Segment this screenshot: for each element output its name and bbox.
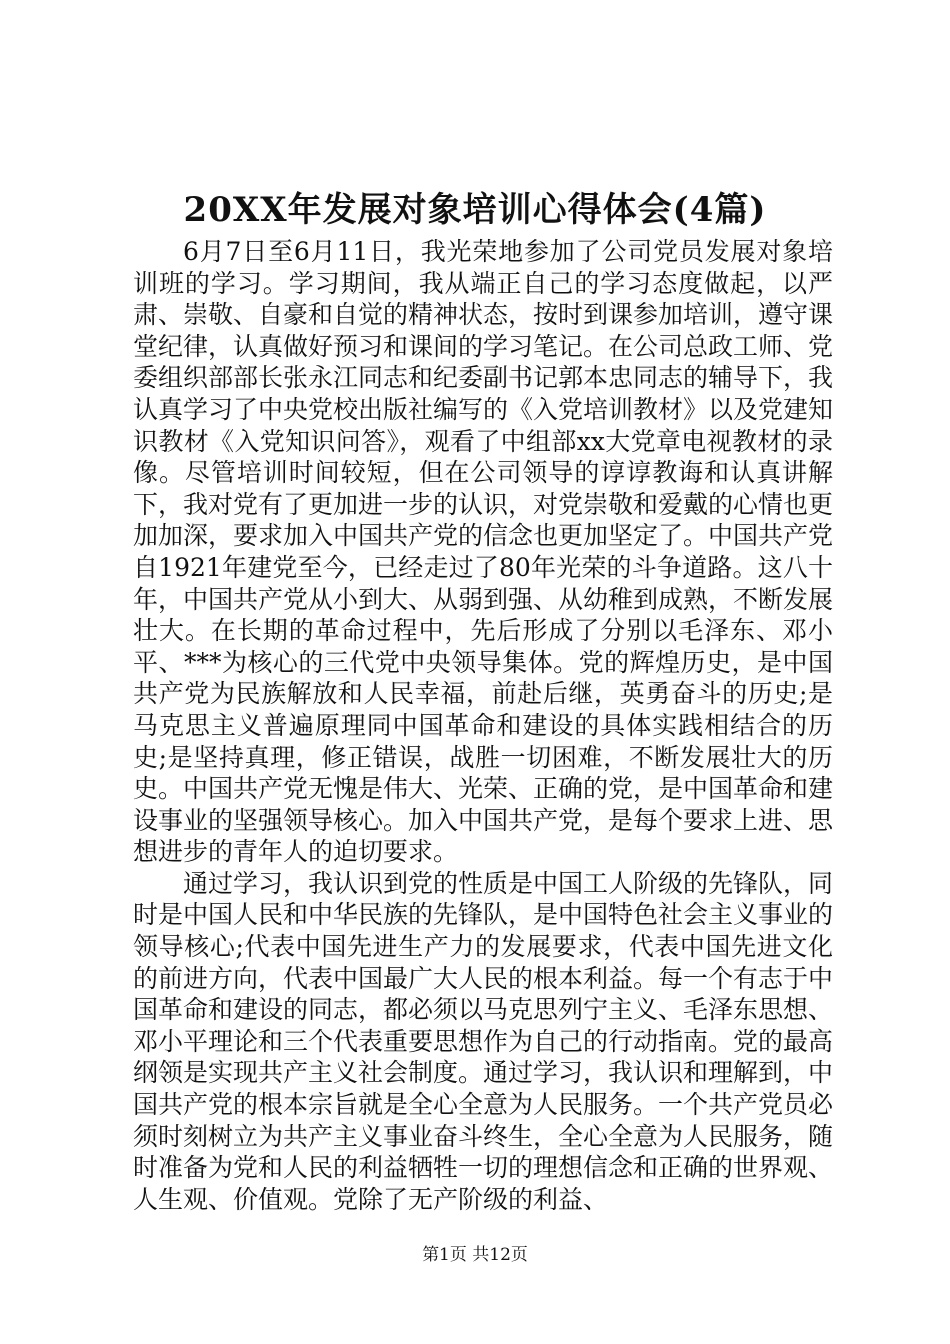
paragraph: 6月7日至6月11日，我光荣地参加了公司党员发展对象培训班的学习。学习期间，我从端正自己的学习态度做起，以严肃、崇敬、自豪和自觉的精神状态，按时到课参加培训，遵守课堂纪律，认真做好预习和课间的学习笔记。在公司总政工师、党委组织部部长张永江同志和纪委副书记郭本忠同志的辅导下，我认真学习了中央党校出版社编写的《入党培训教材》以及党建知识教材《入党知识问答》，观看了中组部xx大党章电视教材的录像。尽管培训时间较短，但在公司领导的谆谆教诲和认真讲解下，我对党有了更加进一步的认识，对党崇敬和爱戴的心情也更加加深，要求加入中国共产党的信念也更加坚定了。中国共产党自1921年建党至今，已经走过了80年光荣的斗争道路。这八十年，中国共产党从小到大、从弱到强、从幼稚到成熟，不断发展壮大。在长期的革命过程中，先后形成了分别以毛泽东、邓小平、***为核心的三代党中央领导集体。党的辉煌历史，是中国共产党为民族解放和人民幸福，前赴后继，英勇奋斗的历史;是马克思主义普遍原理同中国革命和建设的具体实践相结合的历史;是坚持真理，修正错误，战胜一切困难，不断发展壮大的历史。中国共产党无愧是伟大、光荣、正确的党，是中国革命和建设事业的坚强领导核心。加入中国共产党，是每个要求上进、思想进步的青年人的迫切要求。 <box>133 237 834 867</box>
document-body <box>133 236 833 1215</box>
page-number-footer: 第1页 共12页 <box>422 1245 528 1265</box>
document-title: 20XX年发展对象培训心得体会(4篇) <box>183 190 767 230</box>
paragraph: 通过学习，我认识到党的性质是中国工人阶级的先锋队，同时是中国人民和中华民族的先锋队，是中国特色社会主义事业的领导核心;代表中国先进生产力的发展要求，代表中国先进文化的前进方向，代表中国最广大人民的根本利益。每一个有志于中国革命和建设的同志，都必须以马克思列宁主义、毛泽东思想、邓小平理论和三个代表重要思想作为自己的行动指南。党的最高纲领是实现共产主义社会制度。通过学习，我认识和理解到，中国共产党的根本宗旨就是全心全意为人民服务。一个共产党员必须时刻树立为共产主义事业奋斗终生，全心全意为人民服务，随时准备为党和人民的利益牺牲一切的理想信念和正确的世界观、人生观、价值观。党除了无产阶级的利益、 <box>133 868 834 1214</box>
